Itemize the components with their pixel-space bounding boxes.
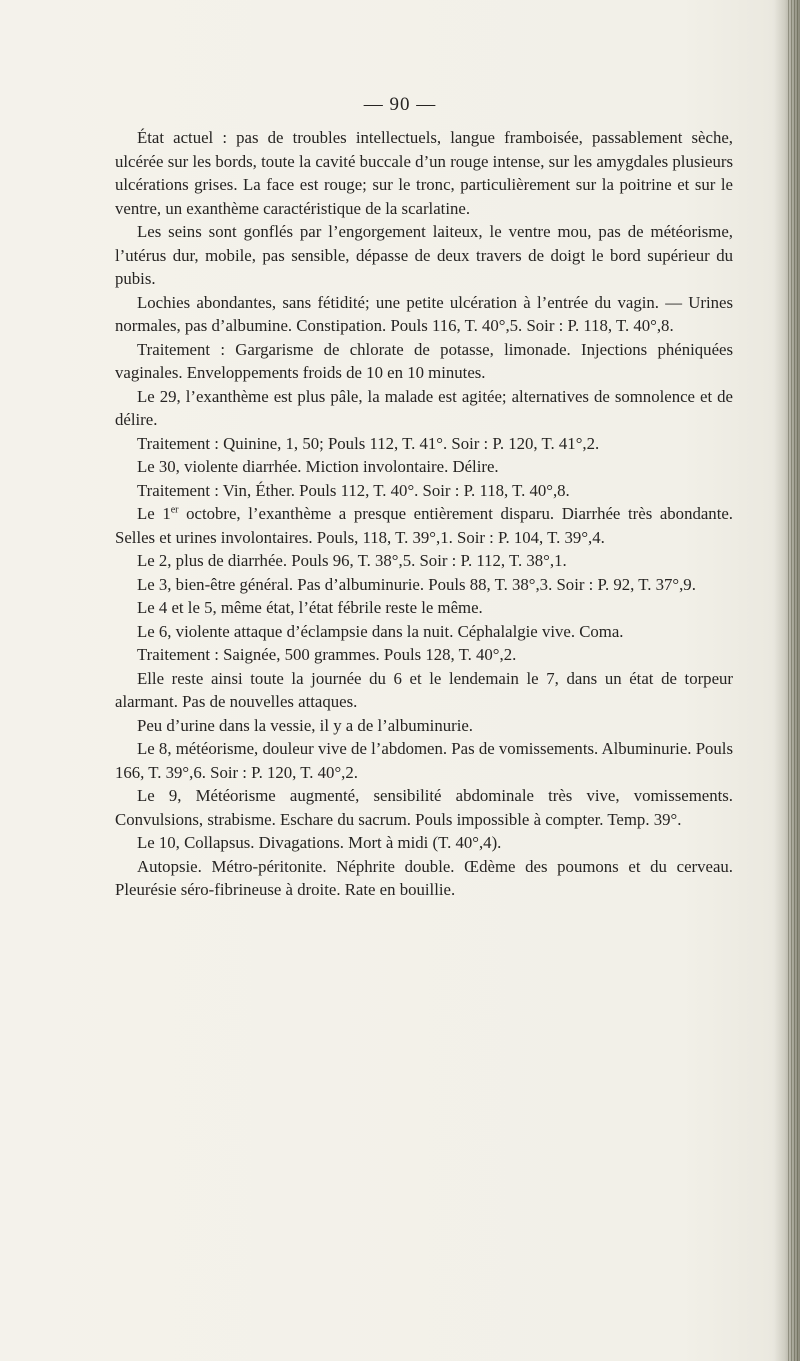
paragraph: Le 30, violente diarrhée. Miction involontaire. Délire. [137,457,499,476]
paragraph: Le 3, bien-être général. Pas d’albuminurie. Pouls 88, T. 38°,3. Soir : P. 92, T. 37°,9. [137,574,696,594]
paragraph: Le 4 et le 5, même état, l’état fébrile reste le même. [137,598,483,617]
paragraph: Traitement : Vin, Éther. Pouls 112, T. 40°. Soir : P. 118, T. 40°,8. [137,480,570,500]
paragraph: Elle reste ainsi toute la journée du 6 et le lendemain le 7, dans un état de torpeur alarmant. Pas de nouvelles attaques. [115,668,733,711]
paragraph: Le 10, Collapsus. Divagations. Mort à midi (T. 40°,4). [137,833,502,852]
paragraph: Le 2, plus de diarrhée. Pouls 96, T. 38°,5. Soir : P. 112, T. 38°,1. [137,551,567,570]
paragraph: Autopsie. Métro-péritonite. Néphrite double. Œdème des poumons et du cerveau. Pleurésie séro-fibrineuse à droite. Rate en bouillie. [115,856,733,899]
paragraph-october-first [115,502,733,549]
paragraph: Le 29, l’exanthème est plus pâle, la malade est agitée; alternatives de somnolence et de délire. [115,386,733,429]
paragraph: Le 6, violente attaque d’éclampsie dans la nuit. Céphalalgie vive. Coma. [137,621,624,641]
paragraph: Les seins sont gonflés par l’engorgement laiteux, le ventre mou, pas de météorisme, l’utérus dur, mobile, pas sensible, dépasse de deux travers de doigt le bord supérieur du pubis. [115,222,733,288]
paragraph: Peu d’urine dans la vessie, il y a de l’albuminurie. [137,715,474,735]
page-edge-lines [788,0,798,1361]
ordinal-superscript: er [170,504,179,516]
paragraph: Lochies abondantes, sans fétidité; une petite ulcération à l’entrée du vagin. — Urines normales, pas d’albumine. Constipation. Pouls 116, T. 40°,5. Soir : P. 118, T. 40°,8. [115,292,733,335]
body-text [115,126,733,902]
paragraph: État actuel : pas de troubles intellectuels, langue framboisée, passablement sèche, ulcérée sur les bords, toute la cavité buccale d’un rouge intense, sur les amygdales plusieurs ulcérations grises. La face est rouge; sur le tronc, particulièrement sur la poitrine et sur le ventre, un exanthème caractéristique de la scarlatine. [115,128,733,218]
page-number: — 90 — [363,94,437,115]
paragraph: Le 9, Météorisme augmenté, sensibilité abdominale très vive, vomissements. Convulsions, strabisme. Eschare du sacrum. Pouls impossible à compter. Temp. 39°. [115,786,733,829]
paragraph: Traitement : Gargarisme de chlorate de potasse, limonade. Injections phéniquées vaginales. Enveloppements froids de 10 en 10 minutes. [115,339,733,382]
paragraph: Traitement : Quinine, 1, 50; Pouls 112, T. 41°. Soir : P. 120, T. 41°,2. [137,433,600,453]
day-label: Le 1 [137,504,171,523]
paragraph: Traitement : Saignée, 500 grammes. Pouls 128, T. 40°,2. [137,645,517,664]
paragraph-text: octobre, l’exanthème a presque entièrement disparu. Diarrhée très abondante. Selles et urines involontaires. Pouls, 118, T. 39°,1. Soir : P. 104, T. 39°,4. [115,504,734,547]
paragraph: Le 8, météorisme, douleur vive de l’abdomen. Pas de vomissements. Albuminurie. Pouls 166, T. 39°,6. Soir : P. 120, T. 40°,2. [115,739,733,782]
